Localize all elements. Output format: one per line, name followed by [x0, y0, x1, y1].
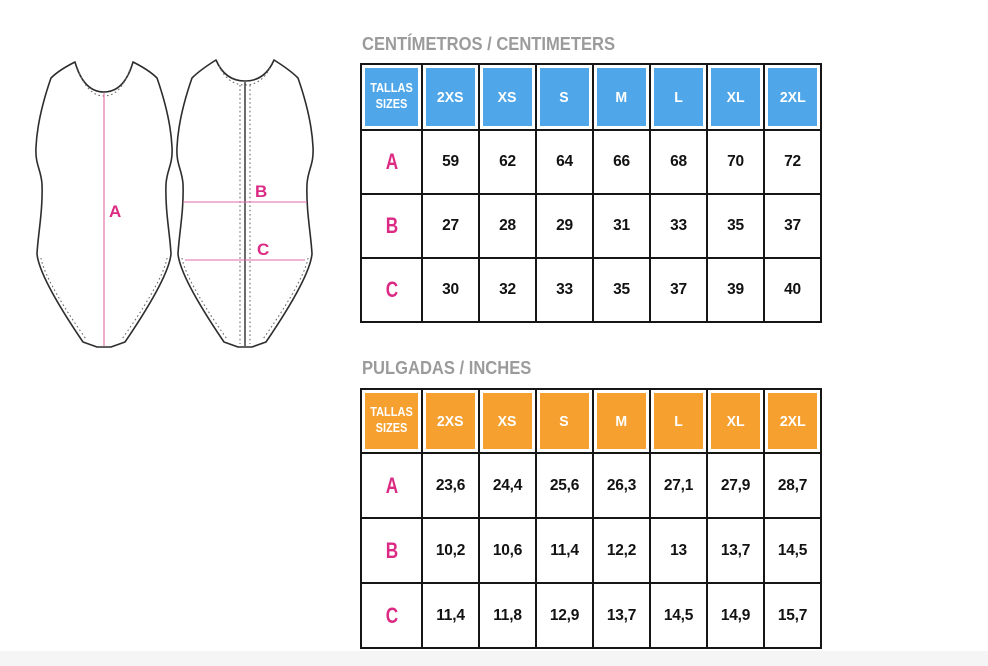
cm-value-cell: 59 — [422, 130, 479, 194]
inch-value-cell: 14,9 — [707, 583, 764, 648]
inch-size-header-m: M — [593, 389, 650, 453]
inch-header-row — [361, 389, 821, 453]
inch-row-label-b: B — [361, 518, 422, 583]
cm-value-cell: 32 — [479, 258, 536, 322]
inch-size-header-xs: XS — [479, 389, 536, 453]
cm-value-cell: 29 — [536, 194, 593, 258]
cm-size-header-m: M — [593, 64, 650, 130]
cm-row-a — [361, 130, 821, 194]
measure-label-c: C — [257, 240, 270, 259]
inch-value-cell: 23,6 — [422, 453, 479, 518]
cm-value-cell: 35 — [707, 194, 764, 258]
inches-size-table — [360, 388, 822, 649]
inch-value-cell: 10,2 — [422, 518, 479, 583]
cm-value-cell: 33 — [650, 194, 707, 258]
measure-label-a: A — [109, 202, 122, 221]
inch-row-c — [361, 583, 821, 648]
inch-value-cell: 13,7 — [707, 518, 764, 583]
cm-corner-header-cell — [361, 64, 422, 130]
inch-size-header-2xl: 2XL — [764, 389, 821, 453]
inch-value-cell: 27,9 — [707, 453, 764, 518]
cm-row-label-c: C — [361, 258, 422, 322]
inch-value-cell: 13 — [650, 518, 707, 583]
inch-value-cell: 10,6 — [479, 518, 536, 583]
cm-value-cell: 68 — [650, 130, 707, 194]
inch-value-cell: 27,1 — [650, 453, 707, 518]
tallas-sizes-label — [366, 81, 418, 112]
cm-value-cell: 70 — [707, 130, 764, 194]
cm-size-header-xl: XL — [707, 64, 764, 130]
inch-size-header-2xs: 2XS — [422, 389, 479, 453]
cm-row-label-a: A — [361, 130, 422, 194]
cm-size-header-2xl: 2XL — [764, 64, 821, 130]
inch-row-label-c: C — [361, 583, 422, 648]
inch-size-header-xl: XL — [707, 389, 764, 453]
inch-value-cell: 28,7 — [764, 453, 821, 518]
inch-value-cell: 11,4 — [422, 583, 479, 648]
cm-size-header-l: L — [650, 64, 707, 130]
cm-value-cell: 40 — [764, 258, 821, 322]
cm-value-cell: 66 — [593, 130, 650, 194]
swimsuit-back-view — [177, 60, 313, 347]
cm-value-cell: 33 — [536, 258, 593, 322]
cm-size-header-xs: XS — [479, 64, 536, 130]
cm-value-cell: 72 — [764, 130, 821, 194]
tallas-sizes-label — [366, 405, 418, 436]
cm-value-cell: 35 — [593, 258, 650, 322]
centimeters-size-table — [360, 63, 822, 323]
cm-value-cell: 64 — [536, 130, 593, 194]
inch-value-cell: 15,7 — [764, 583, 821, 648]
cm-value-cell: 37 — [764, 194, 821, 258]
inches-section-title: PULGADAS / INCHES — [362, 358, 532, 378]
inch-value-cell: 11,4 — [536, 518, 593, 583]
inch-value-cell: 13,7 — [593, 583, 650, 648]
inch-value-cell: 25,6 — [536, 453, 593, 518]
measure-label-b: B — [255, 182, 268, 201]
swimsuit-front-view — [36, 62, 172, 347]
inch-size-header-l: L — [650, 389, 707, 453]
tallas-line: TALLAS — [370, 81, 413, 96]
inch-value-cell: 24,4 — [479, 453, 536, 518]
inch-corner-header-cell — [361, 389, 422, 453]
sizes-line: SIZES — [375, 421, 408, 435]
inch-value-cell: 26,3 — [593, 453, 650, 518]
sizes-line: SIZES — [375, 97, 408, 111]
cm-value-cell: 62 — [479, 130, 536, 194]
tallas-line: TALLAS — [370, 405, 413, 420]
cm-value-cell: 31 — [593, 194, 650, 258]
inch-row-b — [361, 518, 821, 583]
centimeters-section-title: CENTÍMETROS / CENTIMETERS — [362, 34, 616, 54]
cm-row-b — [361, 194, 821, 258]
cm-size-header-2xs: 2XS — [422, 64, 479, 130]
inch-value-cell: 12,2 — [593, 518, 650, 583]
inch-value-cell: 11,8 — [479, 583, 536, 648]
bottom-edge-strip — [0, 651, 988, 666]
cm-row-c — [361, 258, 821, 322]
cm-value-cell: 27 — [422, 194, 479, 258]
cm-row-label-b: B — [361, 194, 422, 258]
swimsuit-diagram — [28, 48, 328, 358]
cm-value-cell: 39 — [707, 258, 764, 322]
inch-row-label-a: A — [361, 453, 422, 518]
inch-size-header-s: S — [536, 389, 593, 453]
cm-header-row — [361, 64, 821, 130]
inch-row-a — [361, 453, 821, 518]
inch-value-cell: 14,5 — [650, 583, 707, 648]
cm-value-cell: 28 — [479, 194, 536, 258]
cm-value-cell: 37 — [650, 258, 707, 322]
cm-size-header-s: S — [536, 64, 593, 130]
inch-value-cell: 12,9 — [536, 583, 593, 648]
cm-value-cell: 30 — [422, 258, 479, 322]
inch-value-cell: 14,5 — [764, 518, 821, 583]
